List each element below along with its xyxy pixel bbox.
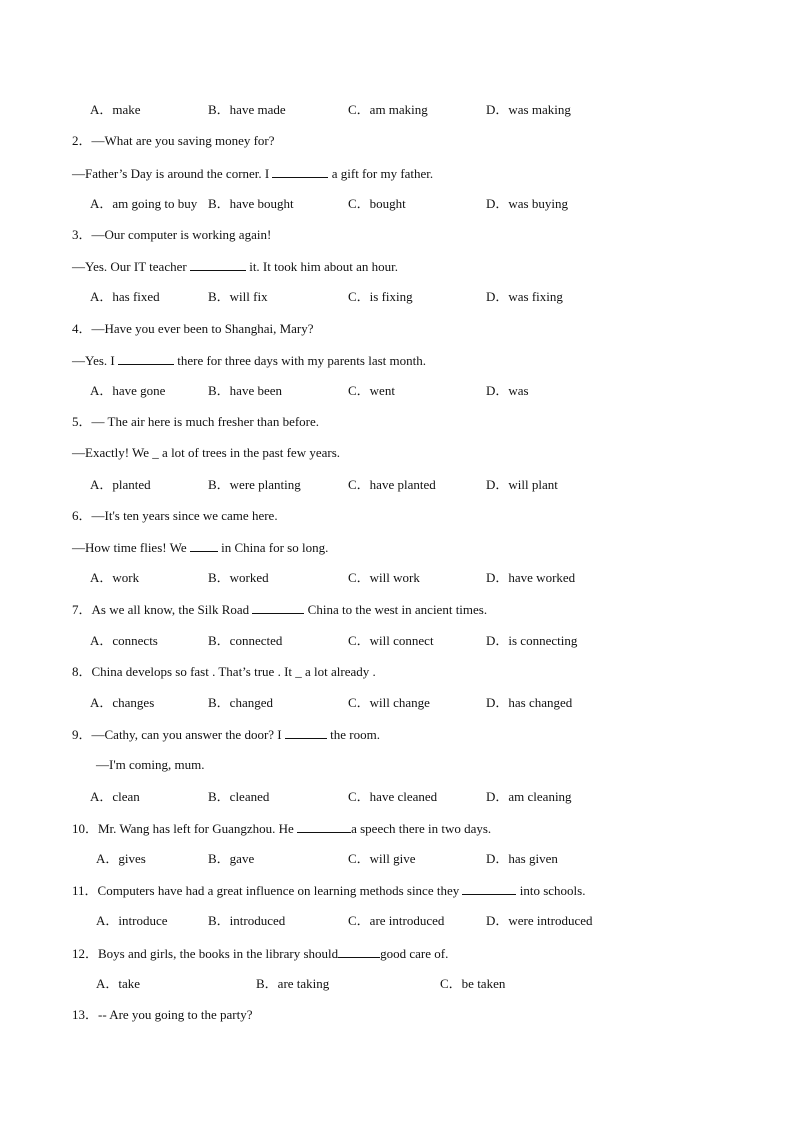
option-c: C．will give bbox=[348, 851, 416, 866]
q10-options bbox=[0, 849, 794, 869]
option-c: C．will change bbox=[348, 695, 430, 710]
q9-stem-pre: 9．—Cathy, can you answer the door? I bbox=[72, 727, 285, 742]
q2-line2-pre: —Father’s Day is around the corner. I bbox=[72, 166, 273, 181]
q7-options bbox=[0, 631, 794, 651]
option-b: B．cleaned bbox=[208, 789, 270, 804]
q7-stem-pre: 7．As we all know, the Silk Road bbox=[72, 602, 253, 617]
option-d: D．was bbox=[486, 383, 529, 398]
q12-stem-pre: 12．Boys and girls, the books in the library should bbox=[72, 946, 339, 961]
q12-stem bbox=[72, 943, 448, 963]
option-b: B．have made bbox=[208, 102, 286, 117]
option-c: C．am making bbox=[348, 102, 428, 117]
option-a: A．take bbox=[96, 976, 141, 991]
option-b: B．gave bbox=[208, 851, 255, 866]
option-c: C．have planted bbox=[348, 477, 436, 492]
option-c: C．went bbox=[348, 383, 395, 398]
q11-stem bbox=[72, 880, 585, 900]
q3-line2-pre: —Yes. Our IT teacher bbox=[72, 259, 190, 274]
option-b: B．worked bbox=[208, 570, 269, 585]
q9-stem bbox=[72, 724, 380, 744]
q3-line2-post: it. It took him about an hour. bbox=[245, 259, 398, 274]
option-b: B．have bought bbox=[208, 196, 294, 211]
option-d: D．was making bbox=[486, 102, 571, 117]
q8-stem: 8．China develops so fast . That’s true . It _ a lot already . bbox=[72, 664, 376, 679]
q2-line2 bbox=[72, 163, 433, 183]
option-b: B．introduced bbox=[208, 913, 286, 928]
q7-stem-post: China to the west in ancient times. bbox=[304, 602, 488, 617]
q2-line2-post: a gift for my father. bbox=[328, 166, 434, 181]
q5-options bbox=[0, 475, 794, 495]
q5-line2: —Exactly! We _ a lot of trees in the past few years. bbox=[72, 445, 341, 460]
q11-stem-pre: 11．Computers have had a great influence on learning methods since they bbox=[72, 883, 463, 898]
q6-options bbox=[0, 568, 794, 588]
answer-blank bbox=[338, 943, 380, 958]
option-a: A．introduce bbox=[96, 913, 168, 928]
option-a: A．planted bbox=[90, 477, 151, 492]
option-d: D．will plant bbox=[486, 477, 558, 492]
q4-stem: 4．—Have you ever been to Shanghai, Mary? bbox=[72, 321, 314, 336]
option-b: B．connected bbox=[208, 633, 283, 648]
option-a: A．make bbox=[90, 102, 141, 117]
option-d: D．was fixing bbox=[486, 289, 563, 304]
answer-blank bbox=[118, 350, 174, 365]
answer-blank bbox=[272, 163, 328, 178]
q11-options bbox=[0, 911, 794, 931]
option-a: A．has fixed bbox=[90, 289, 160, 304]
q3-line2 bbox=[72, 256, 398, 276]
option-b: B．were planting bbox=[208, 477, 301, 492]
q6-stem: 6．—It's ten years since we came here. bbox=[72, 508, 278, 523]
q10-stem-pre: 10．Mr. Wang has left for Guangzhou. He bbox=[72, 821, 298, 836]
q4-line2 bbox=[72, 350, 426, 370]
q11-stem-post: into schools. bbox=[516, 883, 586, 898]
answer-blank bbox=[285, 724, 327, 739]
q4-line2-post: there for three days with my parents last month. bbox=[174, 353, 426, 368]
option-c: C．are introduced bbox=[348, 913, 445, 928]
option-d: D．was buying bbox=[486, 196, 568, 211]
option-d: D．were introduced bbox=[486, 913, 593, 928]
option-d: D．is connecting bbox=[486, 633, 578, 648]
option-d: D．am cleaning bbox=[486, 789, 572, 804]
q6-line2-pre: —How time flies! We bbox=[72, 540, 190, 555]
option-b: B．have been bbox=[208, 383, 283, 398]
option-a: A．changes bbox=[90, 695, 155, 710]
q4-line2-pre: —Yes. I bbox=[72, 353, 118, 368]
option-a: A．gives bbox=[96, 851, 146, 866]
option-a: A．connects bbox=[90, 633, 158, 648]
option-a: A．am going to buy bbox=[90, 196, 198, 211]
option-a: A．have gone bbox=[90, 383, 166, 398]
q13-stem: 13．-- Are you going to the party? bbox=[72, 1007, 253, 1022]
q10-stem bbox=[72, 818, 491, 838]
q7-stem bbox=[72, 599, 487, 619]
option-c: C．have cleaned bbox=[348, 789, 438, 804]
option-d: D．has given bbox=[486, 851, 558, 866]
q9-options bbox=[0, 787, 794, 807]
q2-stem: 2．—What are you saving money for? bbox=[72, 133, 275, 148]
answer-blank bbox=[190, 537, 218, 552]
option-b: B．will fix bbox=[208, 289, 268, 304]
q5-stem: 5．— The air here is much fresher than before. bbox=[72, 414, 320, 429]
option-b: B．are taking bbox=[256, 976, 330, 991]
q1-options bbox=[0, 100, 794, 120]
option-c: C．be taken bbox=[440, 976, 506, 991]
q12-options bbox=[0, 974, 794, 994]
option-d: D．have worked bbox=[486, 570, 576, 585]
q6-line2-post: in China for so long. bbox=[217, 540, 329, 555]
q6-line2 bbox=[72, 537, 328, 557]
option-d: D．has changed bbox=[486, 695, 573, 710]
q3-stem: 3．—Our computer is working again! bbox=[72, 227, 272, 242]
answer-blank bbox=[462, 880, 516, 895]
option-c: C．will connect bbox=[348, 633, 434, 648]
option-c: C．will work bbox=[348, 570, 420, 585]
option-c: C．is fixing bbox=[348, 289, 413, 304]
option-a: A．work bbox=[90, 570, 140, 585]
option-b: B．changed bbox=[208, 695, 273, 710]
answer-blank bbox=[297, 818, 351, 833]
q8-options bbox=[0, 693, 794, 713]
q9-line2: —I'm coming, mum. bbox=[96, 757, 205, 772]
q12-stem-post: good care of. bbox=[380, 946, 449, 961]
q9-stem-post: the room. bbox=[326, 727, 380, 742]
q4-options bbox=[0, 381, 794, 401]
q3-options bbox=[0, 287, 794, 307]
q10-stem-post: a speech there in two days. bbox=[351, 821, 492, 836]
option-c: C．bought bbox=[348, 196, 406, 211]
option-a: A．clean bbox=[90, 789, 140, 804]
q2-options bbox=[0, 194, 794, 214]
answer-blank bbox=[190, 256, 246, 271]
answer-blank bbox=[252, 599, 304, 614]
